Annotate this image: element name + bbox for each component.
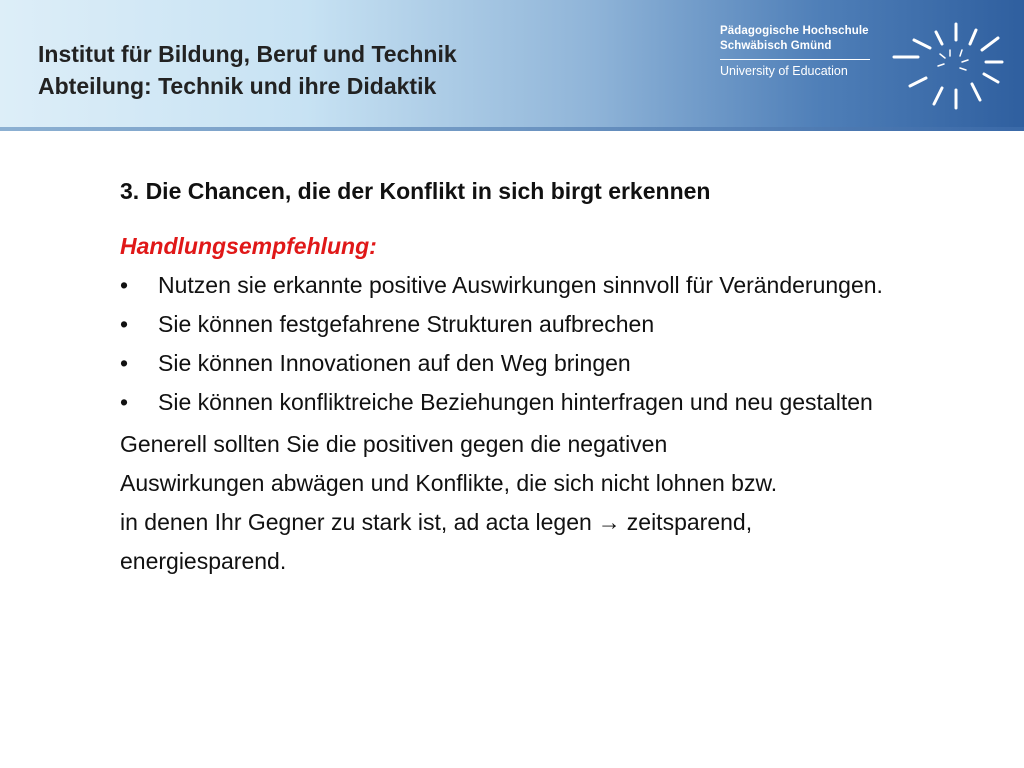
header-banner (0, 0, 1024, 127)
list-item (120, 308, 980, 340)
bullet-symbol: • (120, 350, 129, 376)
summary-line-2: Auswirkungen abwägen und Konflikte, die sich nicht lohnen bzw. (120, 470, 778, 496)
section-heading: 3. Die Chancen, die der Konflikt in sich birgt erkennen (120, 178, 711, 204)
list-item-text: Sie können Innovationen auf den Weg bringen (158, 350, 631, 376)
university-logo-text (720, 24, 870, 79)
summary-line-1: Generell sollten Sie die positiven gegen die negativen (120, 431, 668, 457)
right-arrow-icon: → (597, 509, 621, 535)
summary-line-4: energiesparend. (120, 548, 287, 574)
logo-line-1: Pädagogische Hochschule (720, 25, 869, 37)
summary-line-3-end: zeitsparend, (626, 509, 753, 535)
summary-line-3-text: in denen Ihr Gegner zu stark ist, ad acta legen (120, 509, 592, 535)
institute-title (38, 38, 457, 102)
logo-divider (720, 59, 870, 60)
recommendation-label: Handlungsempfehlung: (120, 233, 377, 259)
title-line-2: Abteilung: Technik und ihre Didaktik (38, 73, 437, 99)
list-item-text: Nutzen sie erkannte positive Auswirkungen sinnvoll für Veränderungen. (158, 272, 883, 298)
list-item-text: Sie können konfliktreiche Beziehungen hinterfragen und neu gestalten (158, 389, 873, 415)
sunburst-logo-icon (890, 20, 1010, 112)
recommendation-list (120, 269, 980, 418)
summary-line-3 (120, 503, 980, 542)
logo-line-2: Schwäbisch Gmünd (720, 40, 832, 52)
list-item (120, 347, 980, 379)
bullet-symbol: • (120, 389, 129, 415)
summary-paragraph (120, 425, 980, 581)
bullet-symbol: • (120, 311, 129, 337)
list-item-text: Sie können festgefahrene Strukturen aufbrechen (158, 311, 655, 337)
title-line-1: Institut für Bildung, Beruf und Technik (38, 41, 457, 67)
list-item (120, 269, 980, 301)
header-divider (0, 127, 1024, 131)
logo-line-3: University of Education (720, 64, 848, 78)
slide-content (120, 175, 980, 581)
bullet-symbol: • (120, 272, 129, 298)
list-item (120, 386, 980, 418)
